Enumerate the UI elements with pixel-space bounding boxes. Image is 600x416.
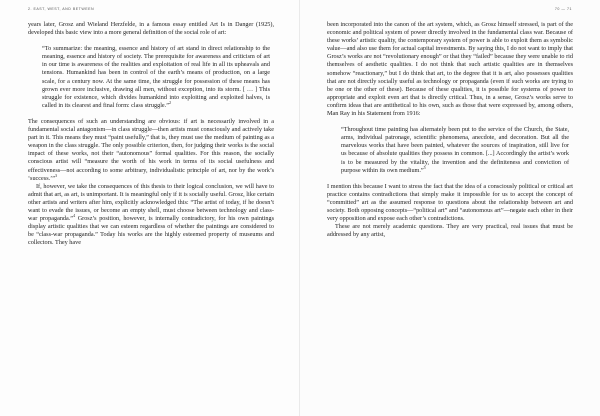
left-text-block	[28, 21, 274, 247]
paragraph: If, however, we take the consequences of this thesis to their logical conclusion, we will have to admit that art, as art, is unimportant. It is meaningful only if it is socially useful. Grosz, like certain other artists and writers after him, explicitly acknowledged this: “The artist of today, if he doesn’t want to evade the issues, or become an empty shell, must choose between technology and class-war propaganda.”$^4$ Grosz’s position, however, is internally contradictory, for his own paintings display artistic qualities that we can esteem regardless of whether the paintings are considered to be “class-war propaganda.” Today his works are the highly esteemed property of museums and collectors. They have	[28, 182, 274, 247]
block-quote	[42, 45, 270, 110]
block-quote	[341, 126, 569, 175]
running-head: 2. EAST, WEST, AND BETWEEN	[28, 7, 95, 11]
footnote-ref: 4	[73, 213, 76, 218]
page-numbers: 70 — 71	[554, 7, 572, 11]
paragraph: These are not merely academic questions. They are very practical, real issues that must be addressed by any artist,	[327, 223, 573, 239]
paragraph: I mention this because I want to stress the fact that the idea of a consciously political or critical art practice contains contradictions that simply make it impossible for us to accept the concept of “committed” art as the assumed response to questions about the relationship between art and society. Both opposing concepts—“political art” and “autonomous art”—negate each other in their very opposition and expose each other’s contradictions.	[327, 182, 573, 223]
footnote-ref: 5	[423, 164, 426, 170]
footnote-ref: 3	[54, 172, 57, 178]
paragraph: been incorporated into the canon of the art system, which, as Grosz himself stressed, is part of the economic and political system of power directly involved in the fundamental class war. Because of these works’ artistic quality, the contemporary system of power is able to exploit them as symbolic value—and also use them for actual capital investments. By saying this, I do not want to imply that Grosz’s works are not “revolutionary enough” or that they “failed” because they were unable to rid themselves of aesthetic qualities. I do not think that such artistic qualities are in themselves somehow “reactionary,” but I do think that art, to the degree that it is art, also possesses qualities that are not directly socially useful as technology or propaganda (even if such works are trying to be one or the other of these). Because of these qualities, it is possible for systems of power to appropriate and exploit even art that is directly critical. Thus, in a sense, Grosz’s works serve to confirm ideas that are antithetical to his own, such as those that were expressed by, among others, Man Ray in his Statement from 1916:	[327, 21, 573, 118]
paragraph: The consequences of such an understanding are obvious: if art is necessarily involved in a fundamental social antagonism—in class struggle—then artists must consciously and actively take part in it. This means they must “paint usefully,” that is, they must use the medium of painting as a weapon in the class struggle. The only possible criterion, then, for judging their works is the social impact of these works, not their “autonomous” formal qualities. For this reason, the socially conscious artist will “measure the worth of his work in terms of its social usefulness and effectiveness—not according to some arbitrary, individualistic principle of art, nor by the work’s ‘success.’”$^3$	[28, 117, 274, 182]
right-text-block	[327, 21, 573, 239]
quote-text: “To summarize: the meaning, essence and history of art stand in direct relationship to the meaning, essence and history of society. The prerequisite for awareness and criticism of art in our time is awareness of the realities and exploitation of real life in all its upheavals and tensions. Humankind has been in control of the earth’s means of production, on a large scale, for a century now. At the same time, the struggle for possession of these means has grown ever more inclusive, drawing all men, without exception, into its storm. [ … ] This struggle for existence, which divides humankind into exploiting and exploited halves, is called in its clearest and final form: class struggle.”	[42, 45, 270, 109]
paragraph: years later, Grosz and Wieland Herzfelde, in a famous essay entitled Art Is in Danger (1925), developed this basic view into a more general definition of the social role of art:	[28, 21, 274, 37]
quote-text: “Throughout time painting has alternately been put to the service of the Church, the State, arms, individual patronage, scientific phenomena, anecdote, and decoration. But all the marvelous works that have been painted, whatever the sources of inspiration, still live for us because of absolute qualities they possess in common. [...] Accordingly the artist’s work is to be measured by the vitality, the invention and the definiteness and conviction of purpose within its own medium.”	[341, 126, 569, 174]
right-page	[300, 0, 600, 416]
footnote-ref: 2	[168, 99, 171, 105]
